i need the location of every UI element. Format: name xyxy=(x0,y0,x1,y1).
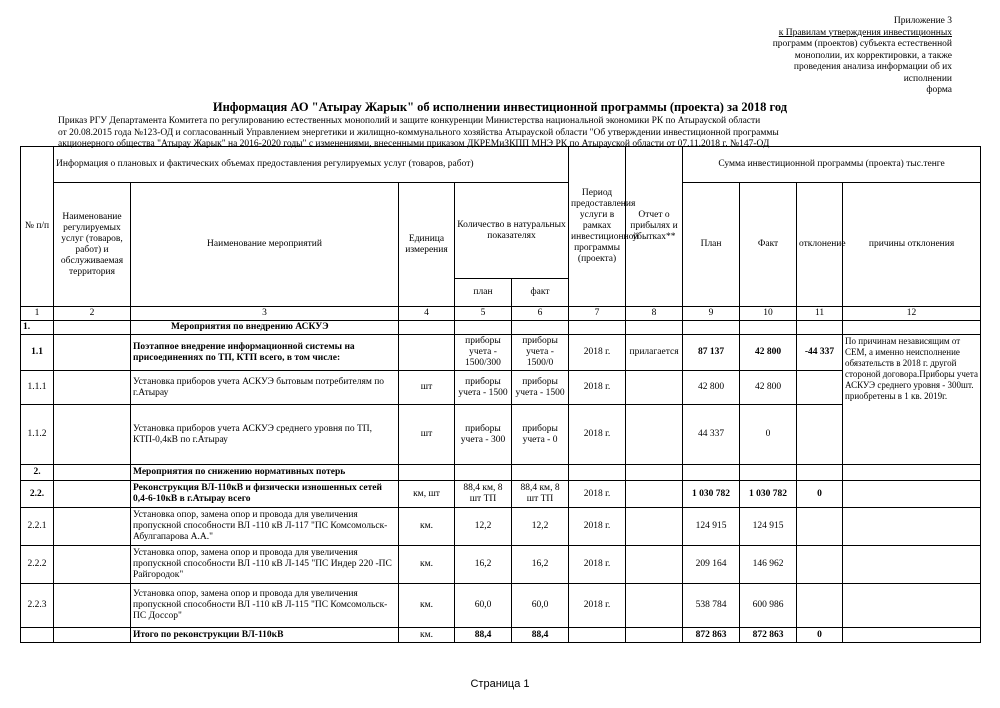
sum-plan: 1 030 782 xyxy=(683,481,740,508)
appendix-line: форма xyxy=(926,85,952,95)
row-num: 1.1.2 xyxy=(21,405,54,465)
row-num: 2.2. xyxy=(21,481,54,508)
row-name: Установка опор, замена опор и провода для увеличения пропускной способности ВЛ -110 кВ Л-145 "ПС Индер 220 -ПС Райгородок" xyxy=(131,546,399,584)
col-number: 4 xyxy=(399,307,455,321)
unit: км. xyxy=(399,546,455,584)
header-reasons: причины отклонения xyxy=(843,183,981,307)
col-number: 5 xyxy=(455,307,512,321)
appendix-line: исполнении xyxy=(903,73,952,84)
deviation: -44 337 xyxy=(797,335,843,371)
period: 2018 г. xyxy=(569,481,626,508)
sum-plan: 124 915 xyxy=(683,508,740,546)
table-row xyxy=(21,465,981,481)
col-number: 2 xyxy=(54,307,131,321)
sum-fact: 0 xyxy=(740,405,797,465)
sum-plan: 872 863 xyxy=(683,628,740,643)
appendix-line: Приложение 3 xyxy=(893,16,952,26)
row-name: Установка опор, замена опор и провода для увеличения пропускной способности ВЛ -110 кВ Л-115 "ПС Комсомольск- ПС Доссор" xyxy=(131,584,399,628)
unit: км, шт xyxy=(399,481,455,508)
qty-plan: 88,4 км, 8 шт ТП xyxy=(455,481,512,508)
row-num: 1.1 xyxy=(21,335,54,371)
sum-fact: 124 915 xyxy=(740,508,797,546)
row-name: Поэтапное внедрение информационной системы на присоединениях по ТП, КТП всего, в том числе: xyxy=(131,335,399,371)
qty-fact: 88,4 км, 8 шт ТП xyxy=(512,481,569,508)
header-unit: Единица измерения xyxy=(399,183,455,307)
unit: км. xyxy=(399,584,455,628)
row-num: 2.2.1 xyxy=(21,508,54,546)
col-number: 10 xyxy=(740,307,797,321)
col-number: 1 xyxy=(21,307,54,321)
row-num: 2.2.3 xyxy=(21,584,54,628)
row-num: 2. xyxy=(21,465,54,481)
header-qty-fact: факт xyxy=(512,279,569,307)
investment-table xyxy=(20,146,981,643)
document-title: Информация АО "Атырау Жарык" об исполнении инвестиционной программы (проекта) за 2018 год xyxy=(212,100,788,114)
appendix-note xyxy=(652,16,952,97)
sum-fact: 42 800 xyxy=(740,335,797,371)
row-name: Установка приборов учета АСКУЭ среднего уровня по ТП, КТП-0,4кВ по г.Атырау xyxy=(131,405,399,465)
sum-fact: 600 986 xyxy=(740,584,797,628)
qty-fact: 12,2 xyxy=(512,508,569,546)
header-measure: Наименование мероприятий xyxy=(131,183,399,307)
table-row xyxy=(21,508,981,546)
sum-plan: 44 337 xyxy=(683,405,740,465)
table-row xyxy=(21,481,981,508)
table-row xyxy=(21,405,981,465)
appendix-line: проведения анализа информации об их xyxy=(793,62,952,72)
qty-fact: приборы учета - 1500 xyxy=(512,371,569,405)
order-line: Приказ РГУ Департамента Комитета по регулированию естественных монополий и защите конкуренции Министерства национальной экономики РК по Атырауской области xyxy=(58,116,761,126)
row-name: Реконструкция ВЛ-110кВ и физически изношенных сетей 0,4-6-10кВ в г.Атырау всего xyxy=(131,481,399,508)
table-row-total xyxy=(21,628,981,643)
header-deviation: отклонение xyxy=(797,183,843,307)
qty-plan: 88,4 xyxy=(455,628,512,643)
row-num: 1.1.1 xyxy=(21,371,54,405)
table-row xyxy=(21,335,981,371)
appendix-line: программ (проектов) субъекта естественной xyxy=(772,39,952,49)
header-report: Отчет о прибылях и убытках** xyxy=(626,147,683,307)
unit: шт xyxy=(399,371,455,405)
qty-plan: 16,2 xyxy=(455,546,512,584)
row-name: Итого по реконструкции ВЛ-110кВ xyxy=(131,628,399,643)
unit: км. xyxy=(399,508,455,546)
header-period: Период предоставления услуги в рамках инвестиционной программы (проекта) xyxy=(569,147,626,307)
qty-fact: 60,0 xyxy=(512,584,569,628)
qty-plan: 12,2 xyxy=(455,508,512,546)
period: 2018 г. xyxy=(569,508,626,546)
order-line: от 20.08.2015 года №123-ОД и согласованный Управлением энергетики и жилищно-коммунального хозяйства Атырауской области "Об утверждении инвестиционной программы xyxy=(58,127,779,138)
row-name: Установка опор, замена опор и провода для увеличения пропускной способности ВЛ -110 кВ Л-117 "ПС Комсомольск-Абулгапарова А.А." xyxy=(131,508,399,546)
row-name: Установка приборов учета АСКУЭ бытовым потребителям по г.Атырау xyxy=(131,371,399,405)
col-number: 6 xyxy=(512,307,569,321)
header-service: Наименование регулируемых услуг (товаров, работ) и обслуживаемая территория xyxy=(54,183,131,307)
sum-fact: 872 863 xyxy=(740,628,797,643)
period: 2018 г. xyxy=(569,405,626,465)
sum-plan: 538 784 xyxy=(683,584,740,628)
qty-plan: приборы учета - 1500/300 xyxy=(455,335,512,371)
qty-plan: 60,0 xyxy=(455,584,512,628)
header-num: № п/п xyxy=(21,147,54,307)
col-number: 9 xyxy=(683,307,740,321)
header-qty-plan: план xyxy=(455,279,512,307)
qty-fact: приборы учета - 0 xyxy=(512,405,569,465)
unit: шт xyxy=(399,405,455,465)
sum-fact: 1 030 782 xyxy=(740,481,797,508)
col-number: 11 xyxy=(797,307,843,321)
sum-plan: 209 164 xyxy=(683,546,740,584)
sum-fact: 42 800 xyxy=(740,371,797,405)
deviation: 0 xyxy=(797,481,843,508)
unit: км. xyxy=(399,628,455,643)
deviation-reason: По причинам независящим от СЕМ, а именно неисполнение обязательств в 2018 г. другой стороной договора.Приборы учета АСКУЭ среднего уровня - 300шт. приобретены в 1 кв. 2019г. xyxy=(843,335,981,465)
header-info-group: Информация о плановых и фактических объемах предоставления регулируемых услуг (товаров, работ) xyxy=(54,147,569,183)
qty-fact: 16,2 xyxy=(512,546,569,584)
row-name: Мероприятия по внедрению АСКУЭ xyxy=(131,321,399,335)
table-row xyxy=(21,584,981,628)
col-number: 8 xyxy=(626,307,683,321)
period: 2018 г. xyxy=(569,335,626,371)
table-row xyxy=(21,371,981,405)
header-sum-plan: План xyxy=(683,183,740,307)
header-qty: Количество в натуральных показателях xyxy=(455,183,569,279)
qty-fact: 88,4 xyxy=(512,628,569,643)
header-sum-group: Сумма инвестиционной программы (проекта) тыс.тенге xyxy=(683,147,981,183)
report: прилагается xyxy=(626,335,683,371)
col-number: 12 xyxy=(843,307,981,321)
appendix-line: к Правилам утверждения инвестиционных xyxy=(778,27,952,38)
table-row xyxy=(21,546,981,584)
page-number: Страница 1 xyxy=(470,678,530,690)
qty-plan: приборы учета - 1500 xyxy=(455,371,512,405)
col-number: 7 xyxy=(569,307,626,321)
row-name: Мероприятия по снижению нормативных потерь xyxy=(131,465,399,481)
row-num: 1. xyxy=(21,321,54,335)
period: 2018 г. xyxy=(569,584,626,628)
header-sum-fact: Факт xyxy=(740,183,797,307)
appendix-line: монополии, их корректировки, а также xyxy=(794,50,952,61)
qty-fact: приборы учета - 1500/0 xyxy=(512,335,569,371)
sum-plan: 42 800 xyxy=(683,371,740,405)
sum-fact: 146 962 xyxy=(740,546,797,584)
row-num: 2.2.2 xyxy=(21,546,54,584)
col-number: 3 xyxy=(131,307,399,321)
order-line: акционерного общества "Атырау Жарык" на 2016-2020 годы" с изменениями, внесенными приказом ДКРЕМиЗКПП МНЭ РК по Атырауской области от 07.11.2018 г. №147-ОД xyxy=(58,139,770,149)
qty-plan: приборы учета - 300 xyxy=(455,405,512,465)
table-row xyxy=(21,321,981,335)
period: 2018 г. xyxy=(569,371,626,405)
sum-plan: 87 137 xyxy=(683,335,740,371)
period: 2018 г. xyxy=(569,546,626,584)
deviation: 0 xyxy=(797,628,843,643)
